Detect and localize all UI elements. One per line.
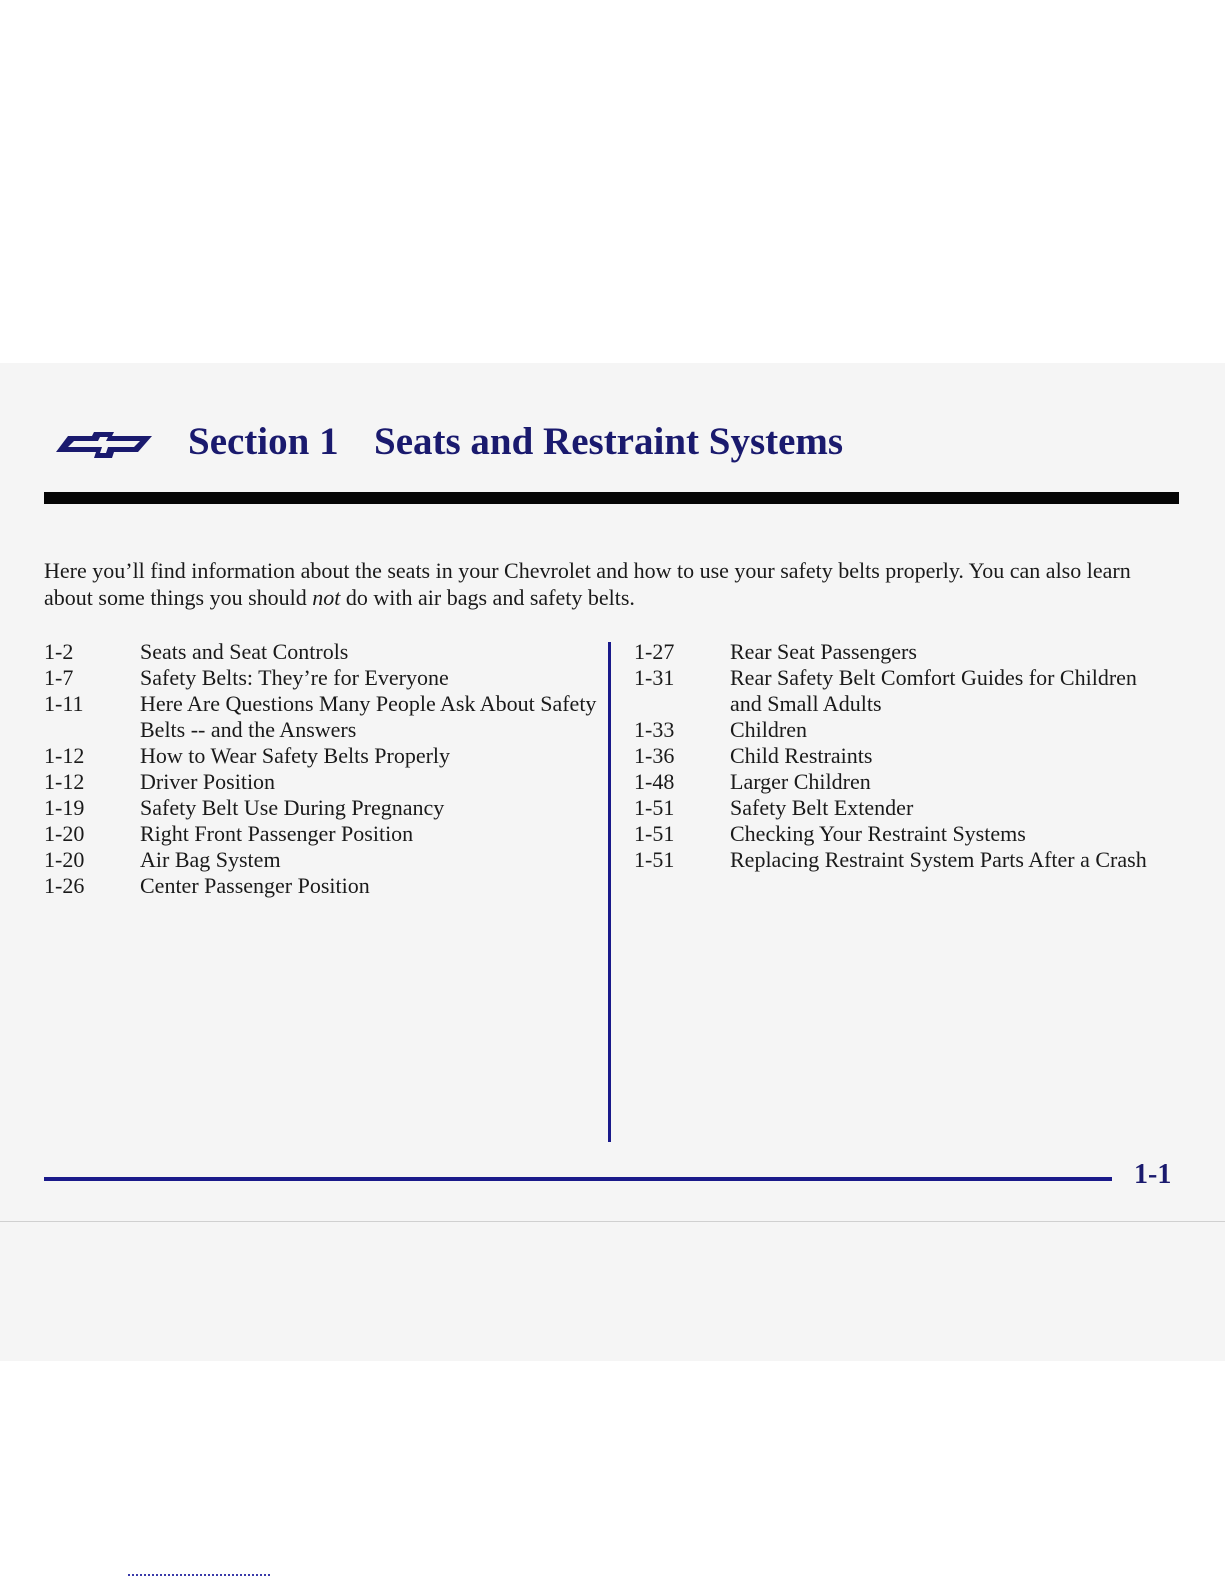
toc-title: Replacing Restraint System Parts After a Crash xyxy=(730,847,1147,872)
intro-paragraph xyxy=(44,557,1184,611)
toc-page: 1-12 xyxy=(44,769,85,794)
toc-page: 1-12 xyxy=(44,743,85,768)
toc-title: Child Restraints xyxy=(730,743,873,768)
bottom-rule xyxy=(44,1177,1112,1181)
toc-entry[interactable] xyxy=(634,743,1174,769)
toc-title: Driver Position xyxy=(140,769,276,794)
toc-page: 1-2 xyxy=(44,639,74,664)
toc-page: 1-19 xyxy=(44,795,85,820)
toc-entry[interactable] xyxy=(44,639,604,665)
toc-page: 1-51 xyxy=(634,847,675,872)
toc-entry[interactable] xyxy=(44,847,604,873)
toc-page: 1-33 xyxy=(634,717,675,742)
page-edge-rule xyxy=(0,1221,1225,1222)
toc-entry[interactable] xyxy=(634,639,1174,665)
toc-title: Checking Your Restraint Systems xyxy=(730,821,1026,846)
toc-title: Seats and Seat Controls xyxy=(140,639,349,664)
toc-page: 1-51 xyxy=(634,821,675,846)
toc-title: Rear Safety Belt Comfort Guides for Children and Small Adults xyxy=(730,665,1137,716)
toc-entry[interactable] xyxy=(634,795,1174,821)
intro-emphasis: not xyxy=(312,585,341,610)
toc-title: Here Are Questions Many People Ask About Safety Belts -- and the Answers xyxy=(140,691,597,742)
section-title: Seats and Restraint Systems xyxy=(374,420,844,463)
toc-page: 1-48 xyxy=(634,769,675,794)
toc-entry[interactable] xyxy=(634,665,1174,717)
toc-title: Air Bag System xyxy=(140,847,281,872)
intro-text-end: do with air bags and safety belts. xyxy=(340,585,635,610)
toc-page: 1-27 xyxy=(634,639,675,664)
toc-entry[interactable] xyxy=(634,821,1174,847)
toc-title: Safety Belts: They’re for Everyone xyxy=(140,665,449,690)
toc-left-column xyxy=(44,639,604,899)
toc-entry[interactable] xyxy=(44,665,604,691)
toc-title: How to Wear Safety Belts Properly xyxy=(140,743,451,768)
toc-title: Center Passenger Position xyxy=(140,873,370,898)
toc-entry[interactable] xyxy=(634,847,1174,873)
top-rule xyxy=(44,492,1179,504)
toc-entry[interactable] xyxy=(44,795,604,821)
section-label: Section 1 xyxy=(188,420,339,463)
toc-entry[interactable] xyxy=(44,821,604,847)
toc-title: Safety Belt Extender xyxy=(730,795,914,820)
toc-entry[interactable] xyxy=(634,717,1174,743)
toc-page: 1-20 xyxy=(44,821,85,846)
page-title xyxy=(188,419,843,464)
toc-title: Right Front Passenger Position xyxy=(140,821,414,846)
toc-title: Children xyxy=(730,717,807,742)
toc-page: 1-26 xyxy=(44,873,85,898)
toc-entry[interactable] xyxy=(44,873,604,899)
toc-page: 1-36 xyxy=(634,743,675,768)
toc-title: Rear Seat Passengers xyxy=(730,639,917,664)
toc-page: 1-7 xyxy=(44,665,74,690)
toc-title: Larger Children xyxy=(730,769,871,794)
toc-right-column xyxy=(634,639,1174,873)
dotted-link-underline[interactable] xyxy=(128,1574,270,1576)
toc-entry[interactable] xyxy=(44,743,604,769)
toc-entry[interactable] xyxy=(44,691,604,743)
toc-page: 1-31 xyxy=(634,665,675,690)
column-divider xyxy=(608,642,611,1142)
toc-page: 1-11 xyxy=(44,691,84,716)
toc-entry[interactable] xyxy=(634,769,1174,795)
toc-title: Safety Belt Use During Pregnancy xyxy=(140,795,445,820)
manual-page xyxy=(0,363,1225,1361)
toc-page: 1-51 xyxy=(634,795,675,820)
toc-page: 1-20 xyxy=(44,847,85,872)
intro-text: Here you’ll find information about the seats in your Chevrolet and how to use your safety belts properly. You can also learn about some things you should xyxy=(44,558,1131,610)
toc-entry[interactable] xyxy=(44,769,604,795)
page-number: 1-1 xyxy=(1134,1159,1172,1190)
chevrolet-bowtie-icon xyxy=(54,432,152,462)
